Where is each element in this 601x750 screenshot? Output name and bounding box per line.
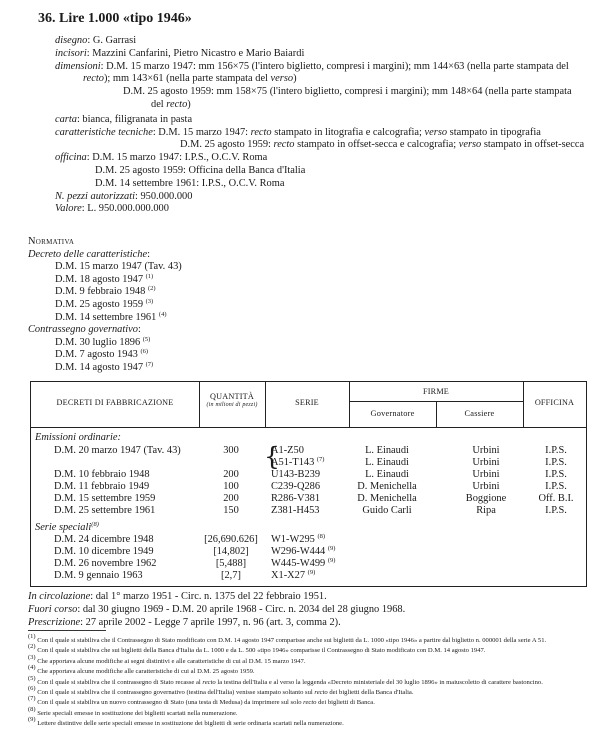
header-decreti: DECRETI DI FABBRICAZIONE (56, 398, 174, 407)
normativa-section (28, 236, 588, 375)
serie-text: R286-V381 (271, 493, 321, 504)
cell-quantita: 300 (223, 445, 239, 456)
header-serie: SERIE (295, 398, 319, 407)
cell-officina: I.P.S. (545, 445, 567, 456)
cell-quantita: 100 (223, 481, 239, 492)
item-text: D.M. 14 settembre 1961 (55, 311, 159, 323)
footnote-number: (2) (28, 643, 36, 651)
circulation-info (28, 591, 588, 629)
footnote-text: Con il quale si stabiliva che il contrassegno governativo (testina dell'Italia) venisse stampato soltanto sul (35, 689, 315, 697)
footnote (28, 716, 588, 728)
footnote-text: Con il quale si stabiliva che il contrassegno di Stato recasse al (35, 678, 203, 686)
table-row (31, 505, 586, 517)
cell-quantita: [26,690.626] (204, 534, 258, 545)
table-row (31, 570, 586, 582)
cell-officina: I.P.S. (545, 469, 567, 480)
item-text: D.M. 15 marzo 1947 (Tav. 43) (55, 261, 182, 273)
footnote-ref: (6) (140, 348, 149, 356)
spec-valore (55, 203, 585, 216)
ordinarie-label: Emissioni ordinarie (35, 432, 118, 443)
cell-governatore: Guido Carli (362, 505, 412, 516)
item-text: D.M. 7 agosto 1943 (55, 349, 141, 361)
specifications (55, 35, 585, 216)
footnote-ref: (8) (317, 533, 326, 540)
spec-value: stampato in offset-secca (481, 139, 585, 151)
footnote (28, 705, 588, 718)
cell-officina: I.P.S. (545, 505, 567, 516)
table-row (31, 445, 586, 457)
normativa-heading: Normativa (28, 236, 75, 247)
decreto-heading (28, 249, 588, 262)
cell-serie (271, 445, 304, 457)
item-text: D.M. 18 agosto 1947 (55, 273, 146, 285)
footnote-ref: (1) (145, 272, 154, 280)
footnote (28, 633, 588, 645)
footnote (28, 643, 588, 655)
cell-serie (271, 505, 319, 517)
cell-quantita: 150 (223, 505, 239, 516)
contrassegni-list (28, 337, 588, 375)
footnote-text: dei biglietti di Banca. (316, 699, 375, 707)
cell-governatore: L. Einaudi (365, 469, 409, 480)
footnote-text: la testina dell'Italia e al verso la leggenda «Decreto ministeriale del 30 luglio 1896» in maiuscoletto di carattere bastoncino. (215, 678, 543, 686)
spec-carta (55, 114, 585, 127)
contrassegno-item (28, 349, 588, 362)
footnote-ref: (9) (307, 569, 316, 576)
serie-text: W1-W295 (271, 534, 318, 545)
cell-cassiere: Urbini (472, 469, 500, 480)
cell-officina: Off. B.I. (538, 493, 574, 504)
cell-decreto: D.M. 26 novembre 1962 (54, 558, 157, 569)
footnote-text-italic: recto (314, 689, 328, 697)
spec-disegno (55, 35, 585, 48)
speciali-label: Serie speciali (35, 522, 92, 533)
cell-cassiere: Boggione (465, 493, 507, 504)
cell-quantita: [5,488] (215, 558, 247, 569)
spec-value: : D.M. 15 marzo 1947: I.P.S., O.C.V. Roma (86, 152, 268, 164)
footnotes (28, 633, 588, 729)
footnote-text: Con il quale si stabiliva che sui biglietti della Banca d'Italia da L. 1000 e da L. 500 «tipo 1946» comparisse il Contrassegno di Stato modificato con D.M. 14 agosto 1947. (35, 647, 486, 655)
footnote-text: Che apportava alcune modifiche alle caratteristiche di cui al D.M. 25 agosto 1959. (35, 668, 255, 676)
footnote-text: dei biglietti della Banca d'Italia. (327, 689, 414, 697)
footnote-ref: (2) (147, 285, 156, 293)
footnote-number: (4) (28, 664, 36, 672)
cell-serie (271, 546, 335, 558)
spec-label: incisori (55, 47, 87, 59)
header-quantita-sub: (in milioni di pezzi) (206, 402, 258, 408)
contrassegno-item (28, 337, 588, 350)
footnote (28, 653, 588, 666)
spec-label: caratteristiche tecniche (55, 126, 153, 138)
table-row (31, 493, 586, 505)
cell-decreto: D.M. 15 settembre 1959 (54, 493, 156, 504)
spec-value-italic: recto (273, 139, 295, 151)
serie-text: A51-T143 (271, 457, 317, 468)
cell-cassiere: Ripa (476, 505, 496, 516)
cell-governatore: D. Menichella (357, 493, 417, 504)
footnote-ref: (5) (142, 335, 151, 343)
footnote-text-italic: recto (303, 699, 317, 707)
header-firme: FIRME (422, 387, 450, 396)
footnote-text: Serie speciali emesse in sostituzione dei biglietti scartati nella numerazione. (35, 709, 238, 717)
cell-quantita: 200 (223, 493, 239, 504)
spec-value: D.M. 25 agosto 1959: (180, 139, 274, 151)
spec-incisori (55, 48, 585, 61)
footnote-text: Che apportava alcune modifiche ai segni distintivi e alle caratteristiche di cui al D.M. 15 marzo 1947. (35, 657, 306, 665)
spec-value: : L. 950.000.000.000 (81, 203, 169, 215)
spec-value: D.M. 25 agosto 1959: Officina della Banca d'Italia (95, 164, 306, 176)
circolazione-line (28, 591, 588, 604)
table-row (31, 534, 586, 546)
spec-value: stampato in tipografia (447, 126, 541, 138)
decreto-item (28, 261, 588, 274)
cell-decreto: D.M. 10 dicembre 1949 (54, 546, 154, 557)
serie-text: A1-Z50 (271, 445, 304, 456)
spec-value: : 950.000.000 (134, 190, 193, 202)
spec-value: ) (187, 98, 191, 110)
serie-text: W296-W444 (271, 546, 328, 557)
spec-officina (55, 152, 585, 165)
spec-caratteristiche-2 (180, 139, 585, 152)
cell-cassiere: Urbini (472, 457, 500, 468)
cell-decreto: D.M. 20 marzo 1947 (Tav. 43) (54, 445, 181, 456)
footnote-rule (28, 630, 106, 631)
spec-value: stampato in offset-secca e calcografia; (294, 139, 459, 151)
spec-value: : Mazzini Canfarini, Pietro Nicastro e Mario Baiardi (86, 47, 305, 59)
table-row (31, 457, 586, 469)
spec-value-italic: verso (458, 139, 482, 151)
cell-serie (271, 493, 320, 505)
spec-value-italic: verso (270, 73, 294, 85)
cell-cassiere: Urbini (472, 481, 500, 492)
spec-label: carta (55, 113, 77, 125)
colon: : (137, 324, 141, 336)
cell-serie (271, 570, 315, 582)
header-quantita (199, 392, 265, 408)
cell-decreto: D.M. 10 febbraio 1948 (54, 469, 150, 480)
prescrizione-label: Prescrizione (28, 616, 81, 628)
footnote-ref: (7) (316, 456, 325, 463)
cell-governatore: D. Menichella (357, 481, 417, 492)
footnote (28, 695, 588, 707)
spec-value: ) (293, 73, 297, 85)
cell-officina: I.P.S. (545, 481, 567, 492)
contrassegno-heading (28, 324, 588, 337)
table-header (31, 382, 586, 428)
serie-text: C239-Q286 (271, 481, 321, 492)
spec-caratteristiche (55, 127, 585, 140)
speciali-heading (35, 522, 99, 533)
circolazione-value: : dal 1° marzo 1951 - Circ. n. 1375 del 22 febbraio 1951. (90, 591, 327, 602)
cell-serie (271, 457, 324, 469)
footnote-number: (5) (28, 674, 36, 682)
colon: : (117, 432, 121, 443)
item-text: D.M. 14 agosto 1947 (55, 361, 146, 373)
header-governatore: Governatore (370, 409, 415, 418)
contrassegno-label: Contrassegno governativo (28, 324, 138, 336)
cell-decreto: D.M. 9 gennaio 1963 (54, 570, 143, 581)
serie-text: W445-W499 (271, 558, 328, 569)
footnote-ref: (7) (145, 360, 154, 368)
footnote (28, 674, 588, 687)
footnote-number: (3) (28, 653, 36, 661)
cell-officina: I.P.S. (545, 457, 567, 468)
colon: : (147, 248, 150, 260)
cell-decreto: D.M. 11 febbraio 1949 (54, 481, 150, 492)
fabbricazione-table (30, 381, 587, 587)
brace-glyph: { (264, 442, 280, 471)
spec-value: ); mm 143×61 (nella parte stampata del (103, 73, 271, 85)
cell-governatore: L. Einaudi (365, 445, 409, 456)
spec-value-italic: recto (250, 126, 272, 138)
circolazione-label: In circolazione (28, 591, 91, 602)
footnote-text-italic: recto (202, 678, 216, 686)
cell-governatore: L. Einaudi (365, 457, 409, 468)
table-row (31, 469, 586, 481)
spec-dimensioni (55, 61, 585, 87)
spec-value-italic: recto (166, 98, 188, 110)
spec-label: disegno (55, 35, 88, 46)
serie-text: X1-X27 (271, 570, 308, 581)
cell-cassiere: Urbini (472, 445, 500, 456)
spec-value: : D.M. 15 marzo 1947: (152, 126, 251, 138)
spec-value: D.M. 25 agosto 1959: mm 158×75 (l'intero biglietto, compresi i margini); mm 148×64 (nella parte stampata del (123, 86, 572, 110)
spec-value: : G. Garrasi (87, 35, 137, 46)
spec-label: Valore (55, 203, 82, 215)
decreto-item (28, 286, 588, 299)
footnote (28, 685, 588, 697)
fuori-corso-label: Fuori corso (28, 603, 78, 615)
spec-value-italic: recto (83, 73, 104, 85)
page-title: 36. Lire 1.000 «tipo 1946» (38, 11, 192, 26)
spec-value: : D.M. 15 marzo 1947: mm 156×75 (l'intero biglietto, compresi i margini); mm 144×63 (nella parte stampata del (100, 60, 569, 72)
decreto-item (28, 274, 588, 287)
serie-text: Z381-H453 (271, 505, 320, 516)
item-text: D.M. 25 agosto 1959 (55, 298, 146, 310)
serie-text: U143-B239 (271, 469, 321, 480)
footnote-text: Con il quale si stabiliva un nuovo contrassegno di Stato (una testa di Medusa) da imprimere sul solo (35, 699, 304, 707)
prescrizione-value: : 27 aprile 2002 - Legge 7 aprile 1997, n. 96 (art. 3, comma 2). (80, 616, 341, 628)
spec-pezzi (55, 191, 585, 204)
ordinarie-heading (35, 432, 121, 443)
spec-value: D.M. 14 settembre 1961: I.P.S., O.C.V. Roma (95, 177, 285, 189)
footnote-text: Con il quale si stabiliva che il Contrassegno di Stato modificato con D.M. 14 agosto 1947 comparisse anche sui biglietti da L. 1000 «tipo 1946» a partire dal biglietto n. 000001 della serie A 51. (35, 637, 547, 644)
header-quantita-label: QUANTITÀ (210, 392, 254, 401)
spec-dimensioni-2 (123, 86, 585, 112)
decreto-label: Decreto delle caratteristiche (28, 248, 148, 260)
footnote-number: (8) (28, 705, 36, 713)
cell-decreto: D.M. 24 dicembre 1948 (54, 534, 154, 545)
footnote-ref: (4) (158, 310, 167, 318)
spec-label: N. pezzi autorizzati (55, 190, 135, 202)
cell-serie (271, 558, 335, 570)
spec-value: : bianca, filigranata in pasta (76, 113, 193, 125)
footnote-ref: (3) (145, 297, 154, 305)
spec-officina-3 (95, 178, 585, 191)
table-row (31, 546, 586, 558)
fuori-corso-value: : dal 30 giugno 1969 - D.M. 20 aprile 1968 - Circ. n. 2034 del 28 giugno 1968. (77, 603, 406, 615)
spec-value: stampato in litografia e calcografia; (271, 126, 425, 138)
footnote-number: (6) (28, 685, 36, 693)
prescrizione-line (28, 617, 588, 630)
footnote-ref: (8) (91, 521, 99, 528)
cell-quantita: 200 (223, 469, 239, 480)
table-row (31, 481, 586, 493)
footnote-ref: (9) (327, 545, 336, 552)
decreto-item (28, 312, 588, 325)
contrassegno-item (28, 362, 588, 375)
header-officina: OFFICINA (534, 398, 575, 407)
decreto-item (28, 299, 588, 312)
item-text: D.M. 9 febbraio 1948 (55, 286, 148, 298)
cell-decreto: D.M. 25 settembre 1961 (54, 505, 156, 516)
decreti-list (28, 261, 588, 324)
footnote-text: Lettere distintive delle serie speciali emesse in sostituzione dei biglietti di serie ordinaria scartati nella numerazione. (35, 720, 344, 728)
footnote-number: (7) (28, 695, 36, 703)
cell-quantita: [14,802] (213, 546, 249, 557)
spec-label: officina (55, 152, 87, 164)
footnote-number: (9) (28, 716, 36, 724)
cell-serie (271, 534, 325, 546)
item-text: D.M. 30 luglio 1896 (55, 336, 143, 348)
spec-officina-2 (95, 165, 585, 178)
spec-value-italic: verso (424, 126, 448, 138)
footnote-ref: (9) (327, 557, 336, 564)
cell-serie (271, 481, 320, 493)
spec-label: dimensioni (55, 60, 101, 72)
footnote (28, 664, 588, 676)
cell-quantita: [2,7] (221, 570, 241, 581)
header-cassiere: Cassiere (464, 409, 495, 418)
fuori-corso-line (28, 604, 588, 617)
cell-serie (271, 469, 320, 481)
footnote-number: (1) (28, 633, 36, 640)
